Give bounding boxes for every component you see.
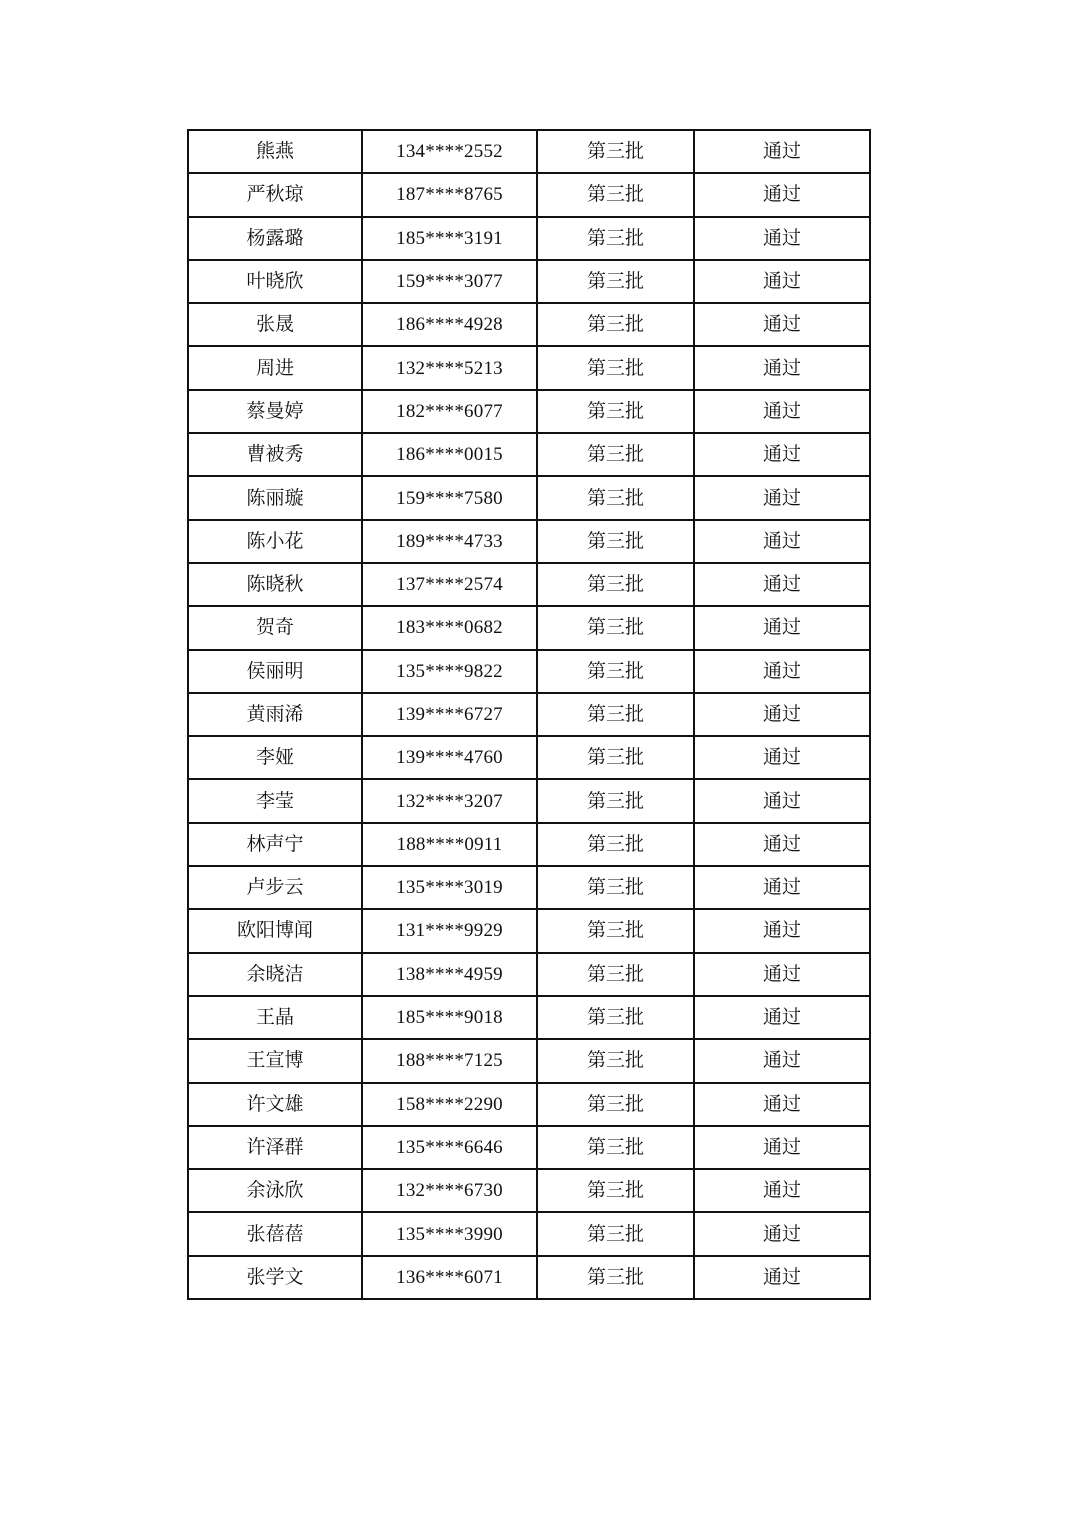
batch-cell: 第三批 bbox=[537, 823, 694, 866]
name-cell: 许泽群 bbox=[188, 1126, 362, 1169]
table-row bbox=[188, 996, 870, 1039]
table-row bbox=[188, 650, 870, 693]
name-cell: 严秋琼 bbox=[188, 173, 362, 216]
batch-cell: 第三批 bbox=[537, 1126, 694, 1169]
status-cell: 通过 bbox=[694, 606, 870, 649]
table-row bbox=[188, 520, 870, 563]
table-row bbox=[188, 909, 870, 952]
name-cell: 陈小花 bbox=[188, 520, 362, 563]
batch-cell: 第三批 bbox=[537, 779, 694, 822]
phone-cell: 135****6646 bbox=[362, 1126, 537, 1169]
table-row bbox=[188, 1126, 870, 1169]
phone-cell: 132****5213 bbox=[362, 346, 537, 389]
name-cell: 黄雨浠 bbox=[188, 693, 362, 736]
table-row bbox=[188, 217, 870, 260]
status-cell: 通过 bbox=[694, 866, 870, 909]
phone-cell: 183****0682 bbox=[362, 606, 537, 649]
batch-cell: 第三批 bbox=[537, 390, 694, 433]
table-row bbox=[188, 1039, 870, 1082]
name-cell: 张学文 bbox=[188, 1256, 362, 1299]
phone-cell: 158****2290 bbox=[362, 1083, 537, 1126]
table-row bbox=[188, 779, 870, 822]
status-cell: 通过 bbox=[694, 996, 870, 1039]
batch-cell: 第三批 bbox=[537, 953, 694, 996]
phone-cell: 139****4760 bbox=[362, 736, 537, 779]
phone-cell: 137****2574 bbox=[362, 563, 537, 606]
status-cell: 通过 bbox=[694, 1212, 870, 1255]
name-cell: 蔡曼婷 bbox=[188, 390, 362, 433]
table-row bbox=[188, 953, 870, 996]
batch-cell: 第三批 bbox=[537, 1083, 694, 1126]
name-cell: 林声宁 bbox=[188, 823, 362, 866]
status-cell: 通过 bbox=[694, 823, 870, 866]
table-row bbox=[188, 1256, 870, 1299]
phone-cell: 185****3191 bbox=[362, 217, 537, 260]
batch-cell: 第三批 bbox=[537, 909, 694, 952]
phone-cell: 188****0911 bbox=[362, 823, 537, 866]
status-cell: 通过 bbox=[694, 476, 870, 519]
name-cell: 叶晓欣 bbox=[188, 260, 362, 303]
name-cell: 侯丽明 bbox=[188, 650, 362, 693]
table-row bbox=[188, 346, 870, 389]
status-cell: 通过 bbox=[694, 260, 870, 303]
name-cell: 余泳欣 bbox=[188, 1169, 362, 1212]
table-row bbox=[188, 1169, 870, 1212]
batch-cell: 第三批 bbox=[537, 866, 694, 909]
batch-cell: 第三批 bbox=[537, 303, 694, 346]
batch-cell: 第三批 bbox=[537, 606, 694, 649]
status-cell: 通过 bbox=[694, 953, 870, 996]
status-cell: 通过 bbox=[694, 346, 870, 389]
table-row bbox=[188, 606, 870, 649]
phone-cell: 186****4928 bbox=[362, 303, 537, 346]
table-row bbox=[188, 823, 870, 866]
batch-cell: 第三批 bbox=[537, 1039, 694, 1082]
name-cell: 张晟 bbox=[188, 303, 362, 346]
phone-cell: 134****2552 bbox=[362, 130, 537, 173]
status-cell: 通过 bbox=[694, 433, 870, 476]
name-cell: 余晓洁 bbox=[188, 953, 362, 996]
phone-cell: 135****3019 bbox=[362, 866, 537, 909]
status-cell: 通过 bbox=[694, 217, 870, 260]
status-cell: 通过 bbox=[694, 173, 870, 216]
phone-cell: 139****6727 bbox=[362, 693, 537, 736]
status-cell: 通过 bbox=[694, 563, 870, 606]
status-cell: 通过 bbox=[694, 779, 870, 822]
roster-table-body bbox=[188, 130, 870, 1299]
status-cell: 通过 bbox=[694, 1256, 870, 1299]
phone-cell: 132****3207 bbox=[362, 779, 537, 822]
name-cell: 熊燕 bbox=[188, 130, 362, 173]
status-cell: 通过 bbox=[694, 1126, 870, 1169]
phone-cell: 182****6077 bbox=[362, 390, 537, 433]
table-row bbox=[188, 173, 870, 216]
table-row bbox=[188, 476, 870, 519]
batch-cell: 第三批 bbox=[537, 433, 694, 476]
batch-cell: 第三批 bbox=[537, 173, 694, 216]
status-cell: 通过 bbox=[694, 130, 870, 173]
phone-cell: 136****6071 bbox=[362, 1256, 537, 1299]
name-cell: 曹被秀 bbox=[188, 433, 362, 476]
table-row bbox=[188, 1083, 870, 1126]
batch-cell: 第三批 bbox=[537, 1169, 694, 1212]
batch-cell: 第三批 bbox=[537, 520, 694, 563]
table-row bbox=[188, 303, 870, 346]
name-cell: 张蓓蓓 bbox=[188, 1212, 362, 1255]
name-cell: 杨露璐 bbox=[188, 217, 362, 260]
name-cell: 陈晓秋 bbox=[188, 563, 362, 606]
table-row bbox=[188, 433, 870, 476]
status-cell: 通过 bbox=[694, 909, 870, 952]
table-row bbox=[188, 1212, 870, 1255]
batch-cell: 第三批 bbox=[537, 476, 694, 519]
name-cell: 欧阳博闻 bbox=[188, 909, 362, 952]
phone-cell: 185****9018 bbox=[362, 996, 537, 1039]
batch-cell: 第三批 bbox=[537, 736, 694, 779]
name-cell: 李莹 bbox=[188, 779, 362, 822]
status-cell: 通过 bbox=[694, 1169, 870, 1212]
status-cell: 通过 bbox=[694, 736, 870, 779]
batch-cell: 第三批 bbox=[537, 996, 694, 1039]
name-cell: 贺奇 bbox=[188, 606, 362, 649]
name-cell: 周进 bbox=[188, 346, 362, 389]
batch-cell: 第三批 bbox=[537, 217, 694, 260]
table-row bbox=[188, 693, 870, 736]
phone-cell: 159****3077 bbox=[362, 260, 537, 303]
batch-cell: 第三批 bbox=[537, 693, 694, 736]
batch-cell: 第三批 bbox=[537, 650, 694, 693]
batch-cell: 第三批 bbox=[537, 563, 694, 606]
name-cell: 卢步云 bbox=[188, 866, 362, 909]
phone-cell: 159****7580 bbox=[362, 476, 537, 519]
status-cell: 通过 bbox=[694, 390, 870, 433]
name-cell: 王宣博 bbox=[188, 1039, 362, 1082]
name-cell: 许文雄 bbox=[188, 1083, 362, 1126]
table-row bbox=[188, 736, 870, 779]
status-cell: 通过 bbox=[694, 693, 870, 736]
batch-cell: 第三批 bbox=[537, 260, 694, 303]
phone-cell: 187****8765 bbox=[362, 173, 537, 216]
phone-cell: 186****0015 bbox=[362, 433, 537, 476]
status-cell: 通过 bbox=[694, 303, 870, 346]
table-row bbox=[188, 563, 870, 606]
batch-cell: 第三批 bbox=[537, 1256, 694, 1299]
batch-cell: 第三批 bbox=[537, 130, 694, 173]
phone-cell: 135****9822 bbox=[362, 650, 537, 693]
roster-table bbox=[187, 129, 871, 1300]
batch-cell: 第三批 bbox=[537, 346, 694, 389]
table-row bbox=[188, 866, 870, 909]
status-cell: 通过 bbox=[694, 1039, 870, 1082]
name-cell: 李娅 bbox=[188, 736, 362, 779]
status-cell: 通过 bbox=[694, 650, 870, 693]
phone-cell: 189****4733 bbox=[362, 520, 537, 563]
table-row bbox=[188, 260, 870, 303]
name-cell: 陈丽璇 bbox=[188, 476, 362, 519]
phone-cell: 138****4959 bbox=[362, 953, 537, 996]
status-cell: 通过 bbox=[694, 1083, 870, 1126]
phone-cell: 132****6730 bbox=[362, 1169, 537, 1212]
phone-cell: 135****3990 bbox=[362, 1212, 537, 1255]
batch-cell: 第三批 bbox=[537, 1212, 694, 1255]
name-cell: 王晶 bbox=[188, 996, 362, 1039]
status-cell: 通过 bbox=[694, 520, 870, 563]
table-row bbox=[188, 390, 870, 433]
phone-cell: 188****7125 bbox=[362, 1039, 537, 1082]
phone-cell: 131****9929 bbox=[362, 909, 537, 952]
table-row bbox=[188, 130, 870, 173]
